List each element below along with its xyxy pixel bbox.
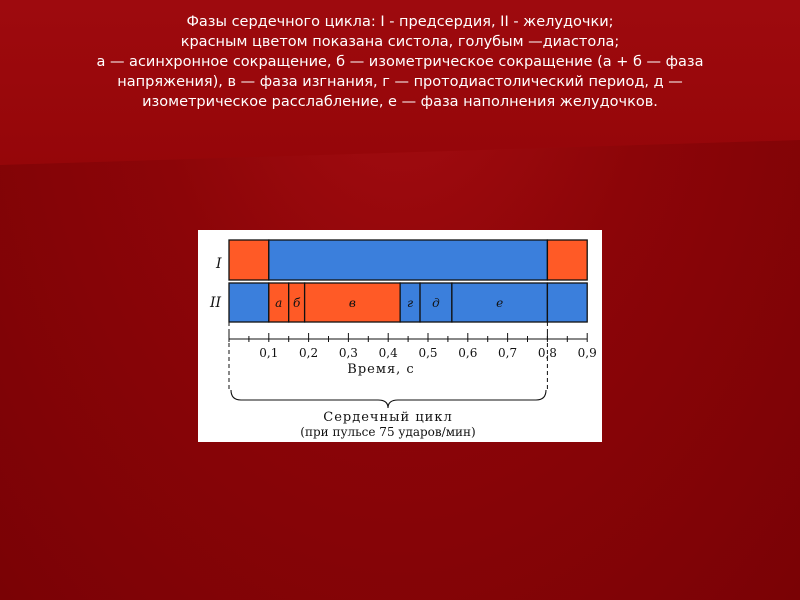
axis-label: Время, с: [347, 362, 415, 377]
atria-segment-1: [229, 240, 269, 280]
title-line-4: напряжения), в — фаза изгнания, г — протодиастолический период, д —: [117, 74, 683, 90]
row-label-atria: I: [216, 256, 222, 272]
axis-ticks: [229, 333, 587, 342]
axis-tick-labels: [259, 346, 596, 360]
cycle-label: Сердечный цикл: [323, 410, 453, 425]
tick-label-4: 0,4: [378, 346, 398, 360]
phase-label-4: г: [407, 296, 414, 310]
tick-label-2: 0,2: [299, 346, 319, 360]
ventricle-segment-8: [547, 283, 587, 322]
cycle-sublabel: (при пульсе 75 ударов/мин): [300, 425, 476, 439]
tick-label-6: 0,6: [458, 346, 478, 360]
tick-label-8: 0,8: [537, 346, 557, 360]
tick-label-7: 0,7: [498, 346, 518, 360]
tick-label-9: 0,9: [577, 346, 597, 360]
atria-segment-3: [547, 240, 587, 280]
tick-label-1: 0,1: [259, 346, 279, 360]
phase-label-1: а: [275, 296, 283, 310]
atria-segment-2: [269, 240, 548, 280]
ventricle-segment-1: [229, 283, 269, 322]
cardiac-cycle-diagram: [198, 230, 602, 442]
tick-label-5: 0,5: [418, 346, 438, 360]
diagram-canvas: [198, 230, 602, 442]
tick-label-3: 0,3: [338, 346, 358, 360]
phase-label-3: в: [348, 296, 356, 310]
title-line-3: а — асинхронное сокращение, б — изометрическое сокращение (а + б — фаза: [96, 54, 704, 70]
cycle-brace: [231, 390, 546, 408]
title-line-2: красным цветом показана систола, голубым —диастола;: [180, 34, 620, 50]
phase-label-6: е: [496, 296, 504, 310]
phase-label-2: б: [292, 296, 301, 310]
phase-label-5: д: [432, 296, 440, 310]
title-line-5: изометрическое расслабление, е — фаза наполнения желудочков.: [142, 94, 658, 110]
title-line-1: Фазы сердечного цикла: I - предсердия, II - желудочки;: [186, 14, 614, 30]
row-label-ventricles: II: [210, 295, 222, 311]
slide-title: [20, 12, 780, 112]
